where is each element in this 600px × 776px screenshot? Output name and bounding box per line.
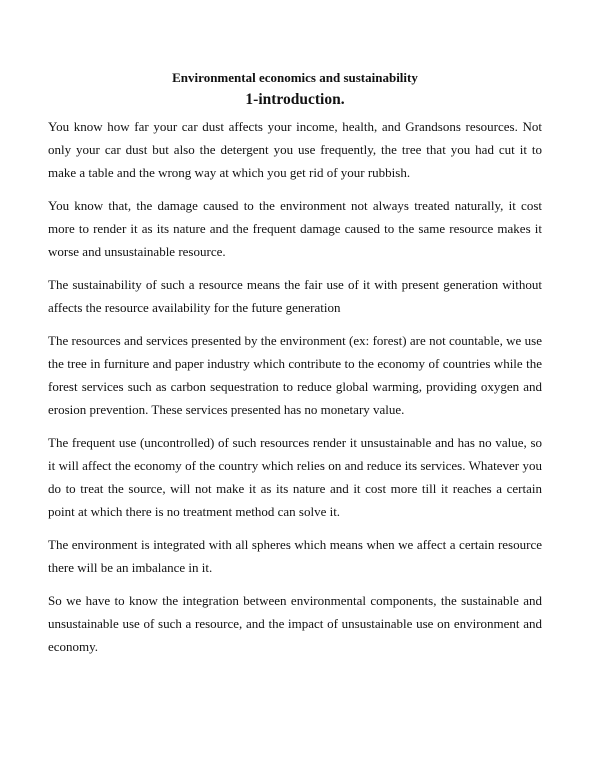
paragraph-2: You know that, the damage caused to the environment not always treated naturally, it cost more to render it as its nature and the frequent damage caused to the same resource makes it worse and unsustainable resource. bbox=[48, 198, 542, 259]
document-title: Environmental economics and sustainability bbox=[172, 70, 418, 85]
paragraph-7: So we have to know the integration between environmental components, the sustainable and unsustainable use of such a resource, and the impact of unsustainable use on environment and economy. bbox=[48, 593, 542, 654]
section-heading: 1-introduction. bbox=[245, 91, 345, 108]
paragraph-6: The environment is integrated with all spheres which means when we affect a certain resource there will be an imbalance in it. bbox=[48, 537, 542, 575]
paragraph-4: The resources and services presented by the environment (ex: forest) are not countable, we use the tree in furniture and paper industry which contribute to the economy of countries while the forest services such as carbon sequestration to reduce global warming, providing oxygen and erosion prevention. These services presented has no monetary value. bbox=[48, 333, 542, 417]
paragraph-5: The frequent use (uncontrolled) of such resources render it unsustainable and has no value, so it will affect the economy of the country which relies on and reduce its services. Whatever you do to treat the source, will not make it as its nature and it cost more till it reaches a certain point at which there is no treatment method can solve it. bbox=[48, 435, 542, 519]
document-page bbox=[48, 70, 542, 668]
paragraph-1: You know how far your car dust affects your income, health, and Grandsons resources. Not only your car dust but also the detergent you use frequently, the tree that you had cut it to make a table and the wrong way at which you get rid of your rubbish. bbox=[48, 119, 542, 180]
paragraph-3: The sustainability of such a resource means the fair use of it with present generation without affects the resource availability for the future generation bbox=[48, 277, 542, 315]
